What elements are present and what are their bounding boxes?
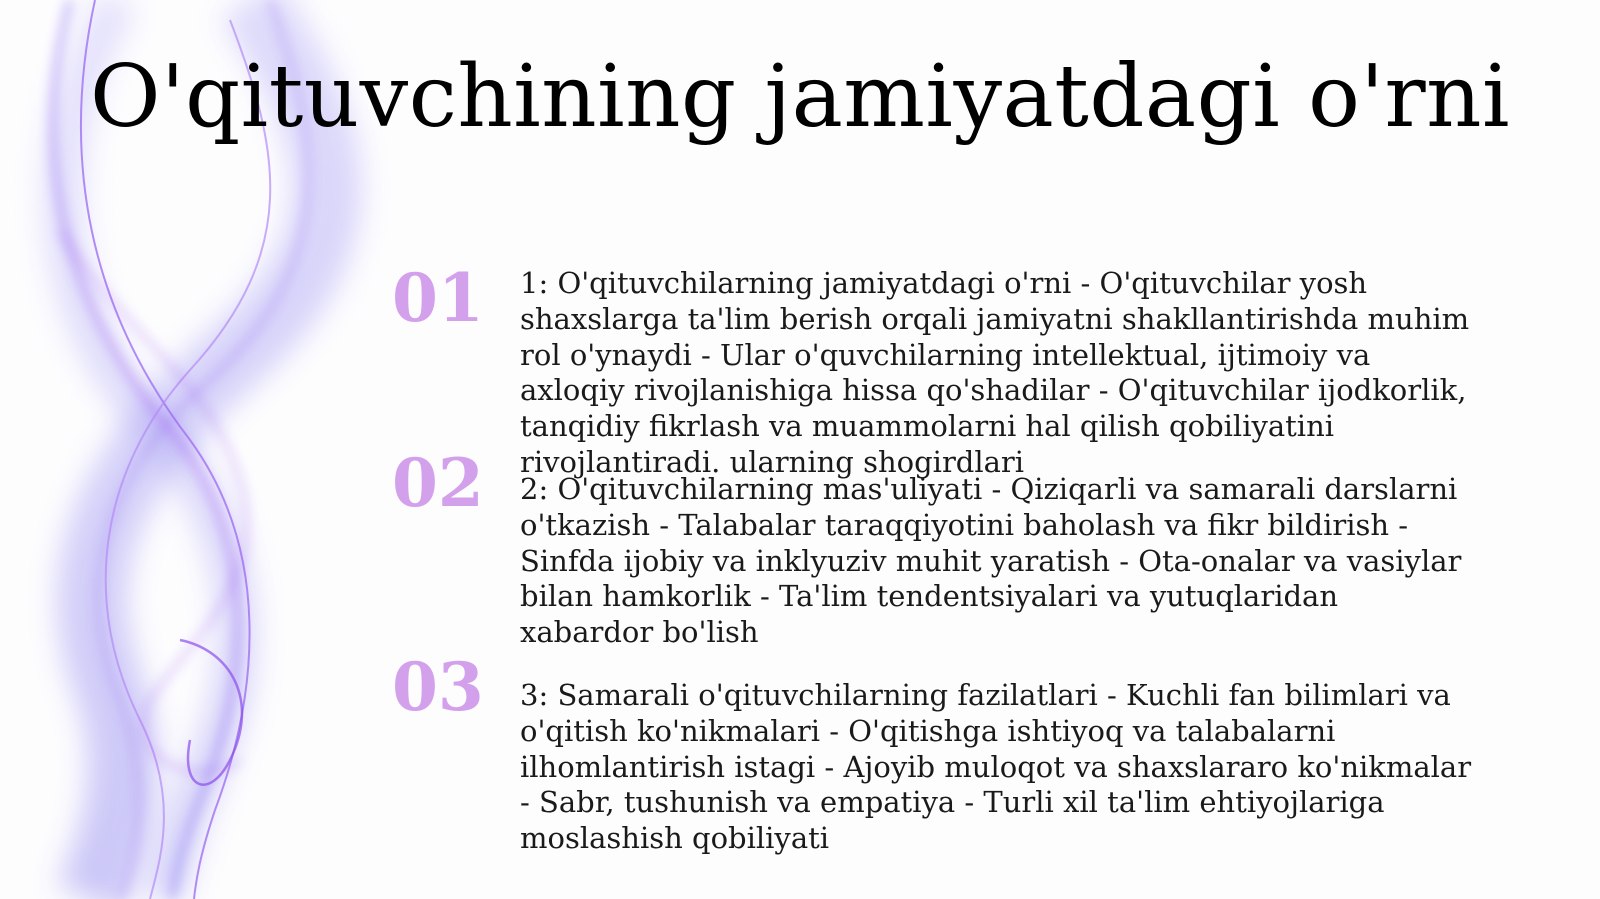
- slide-title: O'qituvchining jamiyatdagi o'rni: [89, 47, 1510, 147]
- item-number-01: 01: [392, 259, 484, 337]
- item-text-03: 3: Samarali o'qituvchilarning fazilatlari - Kuchli fan bilimlari va o'qitish ko'nikmalari - O'qitishga ishtiyoq va talabalarni ilhomlantirish istagi - Ajoyib muloqot va shaxslararo ko'nikmalar - Sabr, tushunish va empatiya - Turli xil ta'lim ehtiyojlariga moslashish qobiliyati: [520, 678, 1472, 856]
- item-text-01: 1: O'qituvchilarning jamiyatdagi o'rni - O'qituvchilar yosh shaxslarga ta'lim berish orqali jamiyatni shakllantirishda muhim rol o'ynaydi - Ular o'quvchilarning intellektual, ijtimoiy va axloqiy rivojlanishiga hissa qo'shadilar - O'qituvchilar ijodkorlik, tanqidiy fikrlash va muammolarni hal qilish qobiliyatini rivojlantiradi. ularning shogirdlari: [520, 266, 1470, 479]
- item-text-02: 2: O'qituvchilarning mas'uliyati - Qiziqarli va samarali darslarni o'tkazish - Talabalar taraqqiyotini baholash va fikr bildirish - Sinfda ijobiy va inklyuziv muhit yaratish - Ota-onalar va vasiylar bilan hamkorlik - Ta'lim tendentsiyalari va yutuqlaridan xabardor bo'lish: [520, 472, 1462, 650]
- item-number-02: 02: [392, 444, 484, 522]
- item-number-03: 03: [392, 648, 484, 726]
